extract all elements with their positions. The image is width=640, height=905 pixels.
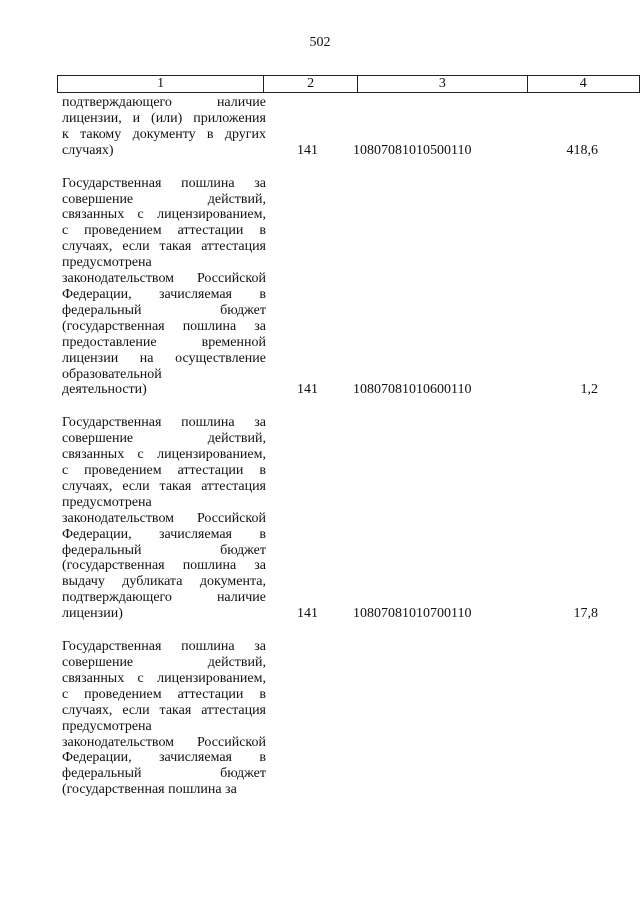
row-code: 141 xyxy=(297,606,318,622)
description-line: лицензии на осуществление xyxy=(62,350,266,366)
description-line: подтверждающего наличие xyxy=(62,95,266,110)
description-line: предусмотрена xyxy=(62,255,152,271)
description-line: с проведением аттестации в xyxy=(62,463,266,479)
description-line: Федерации, зачисляемая в xyxy=(62,526,266,542)
table-row xyxy=(57,639,598,798)
description-line: федеральный бюджет xyxy=(62,542,266,558)
description-line: Государственная пошлина за xyxy=(62,639,266,655)
header-col-3: 3 xyxy=(358,76,527,93)
description-line: лицензии) xyxy=(62,606,123,622)
row-amount: 1,2 xyxy=(580,382,598,398)
row-description xyxy=(62,639,266,798)
description-line: связанных с лицензированием, xyxy=(62,207,266,223)
table-body xyxy=(57,95,598,815)
description-line: законодательством Российской xyxy=(62,271,266,287)
header-col-4: 4 xyxy=(527,76,639,93)
description-line: связанных с лицензированием, xyxy=(62,670,266,686)
description-line: Государственная пошлина за xyxy=(62,415,266,431)
description-line: связанных с лицензированием, xyxy=(62,447,266,463)
description-line: законодательством Российской xyxy=(62,510,266,526)
row-kbk: 10807081010600110 xyxy=(353,382,472,398)
description-line: предусмотрена xyxy=(62,494,152,510)
row-kbk: 10807081010500110 xyxy=(353,142,472,158)
description-line: образовательной xyxy=(62,366,162,382)
header-col-1: 1 xyxy=(58,76,264,93)
header-col-2: 2 xyxy=(264,76,358,93)
table-row xyxy=(57,415,598,622)
row-description xyxy=(62,95,266,159)
page-number: 502 xyxy=(309,35,331,50)
description-line: с проведением аттестации в xyxy=(62,223,266,239)
description-line: (государственная пошлина за xyxy=(62,558,266,574)
description-line: с проведением аттестации в xyxy=(62,686,266,702)
row-description xyxy=(62,176,266,399)
description-line: Федерации, зачисляемая в xyxy=(62,286,266,302)
description-line: случаях) xyxy=(62,142,114,158)
table-header xyxy=(57,75,640,93)
description-line: совершение действий, xyxy=(62,431,266,447)
description-line: совершение действий, xyxy=(62,191,266,207)
row-code: 141 xyxy=(297,142,318,158)
description-line: деятельности) xyxy=(62,382,147,398)
description-line: лицензии, и (или) приложения xyxy=(62,110,266,126)
description-line: случаях, если такая аттестация xyxy=(62,702,266,718)
description-line: федеральный бюджет xyxy=(62,302,266,318)
description-line: случаях, если такая аттестация xyxy=(62,239,266,255)
row-amount: 418,6 xyxy=(566,142,598,158)
table-row xyxy=(57,176,598,399)
description-line: предусмотрена xyxy=(62,718,152,734)
description-line: подтверждающего наличие xyxy=(62,590,266,606)
description-line: случаях, если такая аттестация xyxy=(62,478,266,494)
row-amount: 17,8 xyxy=(573,606,598,622)
row-description xyxy=(62,415,266,622)
description-line: выдачу дубликата документа, xyxy=(62,574,266,590)
description-line: предоставление временной xyxy=(62,334,266,350)
description-line: федеральный бюджет xyxy=(62,766,266,782)
row-kbk: 10807081010700110 xyxy=(353,606,472,622)
description-line: Федерации, зачисляемая в xyxy=(62,750,266,766)
row-code: 141 xyxy=(297,382,318,398)
description-line: законодательством Российской xyxy=(62,734,266,750)
description-line: совершение действий, xyxy=(62,655,266,670)
description-line: Государственная пошлина за xyxy=(62,175,266,191)
table-row xyxy=(57,95,598,159)
description-line: (государственная пошлина за xyxy=(62,782,237,798)
description-line: (государственная пошлина за xyxy=(62,318,266,334)
description-line: к такому документу в других xyxy=(62,126,266,142)
